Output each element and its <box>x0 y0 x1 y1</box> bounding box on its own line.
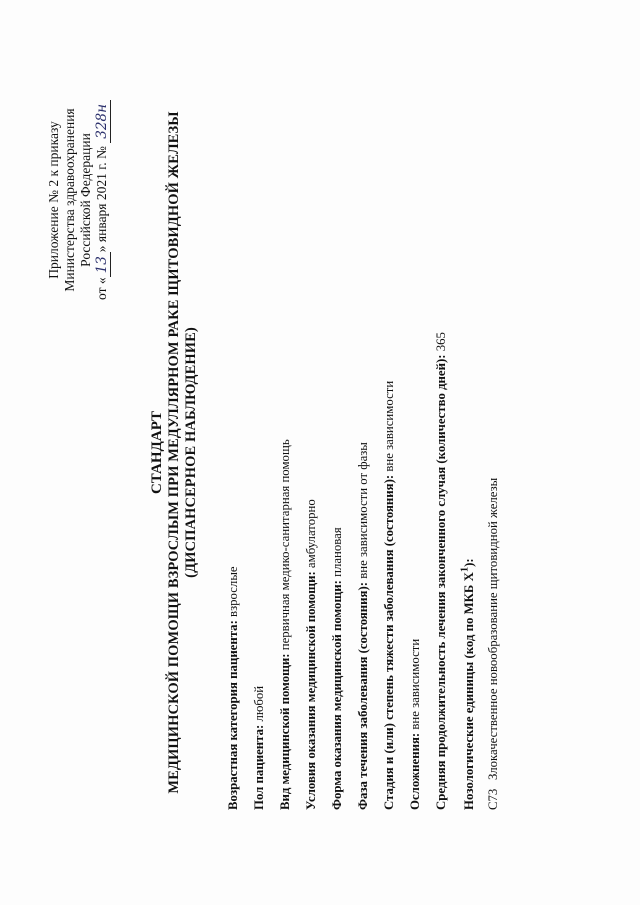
document-heading <box>148 60 200 845</box>
field-sex: Пол пациента: любой <box>252 685 266 810</box>
field-complications: Осложнения: вне зависимости <box>408 638 422 810</box>
field-nosology-units: Нозологические единицы (код по МКБ $X^1$): <box>460 558 477 810</box>
order-number: 328н <box>94 100 111 143</box>
document-title-line-1: МЕДИЦИНСКОЙ ПОМОЩИ ВЗРОСЛЫМ ПРИ МЕДУЛЛЯРНОМ РАКЕ ЩИТОВИДНОЙ ЖЕЛЕЗЫ <box>166 111 182 794</box>
date-prefix: от « <box>94 277 109 300</box>
field-treatment-duration: Средняя продолжительность лечения законченного случая (количество дней): 365 <box>434 332 448 810</box>
nosology-code: C73 <box>486 788 500 810</box>
nosology-name: Злокачественное новообразование щитовидной железы <box>486 477 500 780</box>
annex-line-1: Приложение № 2 к приказу <box>46 121 61 279</box>
annex-block <box>46 90 110 310</box>
field-care-form: Форма оказания медицинской помощи: плановая <box>330 527 344 810</box>
field-care-type: Вид медицинской помощи: первичная медико-санитарная помощь <box>278 439 292 810</box>
field-care-conditions: Условия оказания медицинской помощи: амбулаторно <box>304 499 318 810</box>
annex-date-line <box>94 90 110 310</box>
standard-title: СТАНДАРТ <box>149 410 165 495</box>
field-age-category: Возрастная категория пациента: взрослые <box>226 566 240 810</box>
field-disease-stage: Стадия и (или) степень тяжести заболевания (состояния): вне зависимости <box>382 380 396 810</box>
date-month-year: » января 2021 <box>94 173 109 253</box>
date-day: 13 <box>94 252 111 277</box>
field-disease-phase: Фаза течения заболевания (состояния): вне зависимости от фазы <box>356 442 370 810</box>
annex-line-3: Российской Федерации <box>78 133 93 267</box>
nosology-entry <box>486 478 501 810</box>
document-title-line-2: (ДИСПАНСЕРНОЕ НАБЛЮДЕНИЕ) <box>183 327 199 578</box>
number-prefix: г. № <box>94 146 109 170</box>
annex-line-2: Министерства здравоохранения <box>62 108 77 292</box>
